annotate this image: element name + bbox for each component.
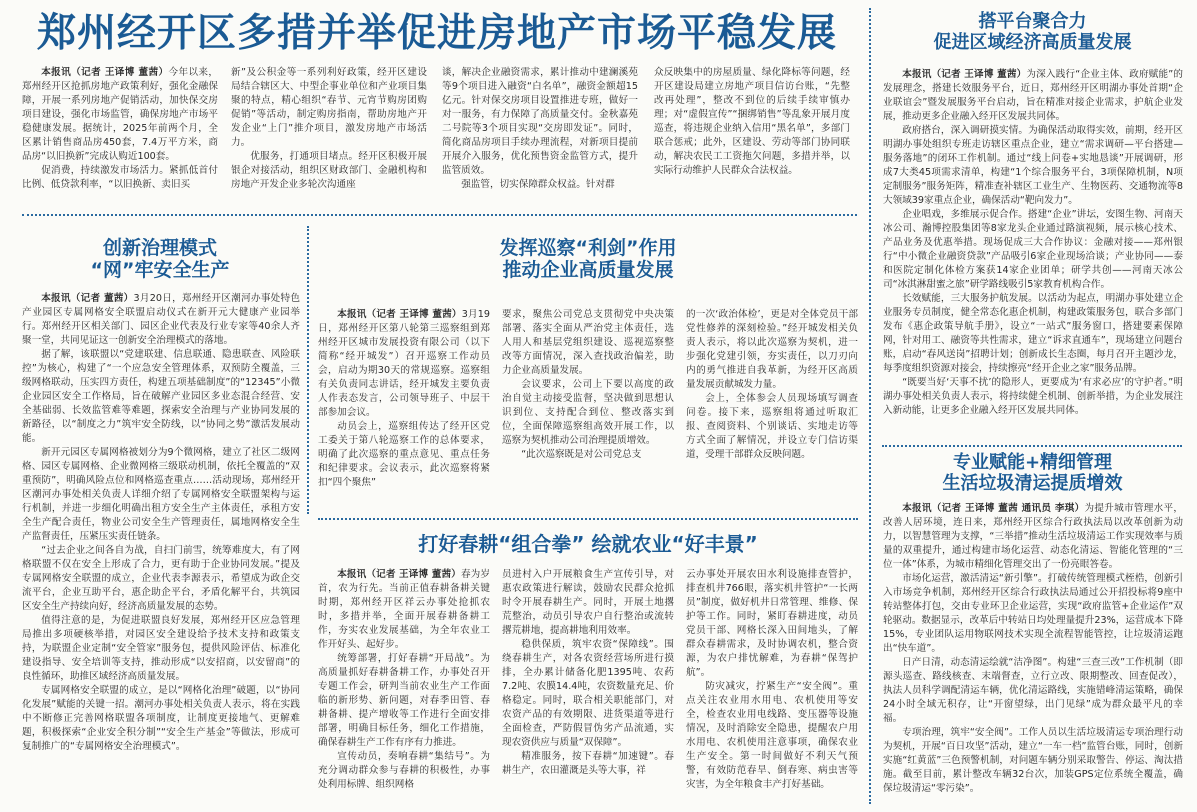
article-paragraph: 会议要求，公司上下要以高度的政治自觉主动接受监督，坚决做到思想认识到位、支持配合到位、整改落实到位，全面保障巡察组高效开展工作，以巡察为契机推动公司治理提质增效。 xyxy=(502,379,674,446)
article-paragraph: 众反映集中的房屋质量、绿化降标等问题，经开区建设局建立房地产项目信访台账，“先整改再处理”，整改不到位的后续手续审慎办理；对“虚假宣传”“捆绑销售”等乱象开展月度巡查，将违规企业纳入信用“黑名单”，多部门联合惩戒；此外，区建设、劳动等部门协同联动，解决农民工工资拖欠问题，多措并举，以实际行动维护人民群众合法权益。 xyxy=(654,67,850,176)
article4-title-line1: 发挥巡察“利剑”作用 xyxy=(499,237,677,259)
article-paragraph: “过去企业之间各自为战，自扫门前雪，统筹难度大，有了网格联盟不仅在安全上形成了合力，更有助于企业协同发展。”提及专属网格安全联盟的成立，企业代表李源表示，希望成为政企交流平台，企业互助平台，惠企助企平台，矛盾化解平台，共筑园区安全生产持续向好，经济高质量发展的态势。 xyxy=(22,545,300,612)
article2-title xyxy=(880,12,1185,53)
article1-title: 郑州经开区多措并举促进房地产市场平稳发展 xyxy=(36,11,837,56)
article-paragraph: 本报讯（记者 王译博 董茜）为深入践行“企业主体、政府赋能”的发展理念，搭建长效服务平台，近日，郑州经开区明湖办事处首期“企业联谊会”暨发展服务平台启动，旨在精准对接企业需求，护航企业发展，推动更多企业融入经开区发展共同体。 xyxy=(883,69,1183,122)
divider xyxy=(307,226,309,514)
article1-col3 xyxy=(442,66,638,196)
article-paragraph: 防灾减灾，拧紧生产“安全阀”。重点关注农业用水用电、农机使用等安全，检查农业用电线路、变压器等设施情况，及时消除安全隐患，提醒农户用水用电、农机使用注意事项，确保农业生产安全。第一时间做好不利天气预警，有效防范春旱、倒春寒、病虫害等灾害，为全年粮食丰产打好基础。 xyxy=(686,681,858,790)
article-paragraph: 本报讯（记者 王译博 董茜）今年以来，郑州经开区抢抓房地产政策利好，强化金融保障，开展一系列房地产促销活动，加快保交房项目建设，强化市场监管，确保房地产市场平稳健康发展。据统计，2025年前两个月，全区累计销售商品房450套，7.4万平方米，商品房“以旧换新”完成认购近100套。 xyxy=(22,67,218,162)
divider xyxy=(869,8,871,804)
article5-col1 xyxy=(318,568,490,804)
divider xyxy=(318,518,858,520)
article6-title-line1: 专业赋能+精细管理 xyxy=(952,452,1113,473)
article-paragraph: 促消费，持续激发市场活力。紧抓低首付比例、低贷款利率，“以旧换新、卖旧买 xyxy=(22,165,218,190)
article-paragraph: 云办事处开展农田水利设施排查管护，排查机井766眼，落实机井管护“一长两员”制度，做好机井日常管理、维修、保护等工作。同时，紧盯春耕进度，动员党员干部、网格长深入田间地头，了解群众春耕需求，及时协调农机，整合资源，为农户排忧解难，为春耕“保驾护航”。 xyxy=(686,569,858,678)
article4-col3 xyxy=(686,308,858,508)
article-paragraph: 会上，全体参会人员现场填写调查问卷。接下来，巡察组将通过听取汇报、查阅资料、个别谈话、实地走访等方式全面了解情况，并设立专门信访渠道，受理干部群众反映问题。 xyxy=(686,393,858,460)
divider xyxy=(22,214,857,216)
article-paragraph: 专属网格安全联盟的成立，是以“网格化治理”破题，以“协同化发展”赋能的关键一招。潮河办事处相关负责人表示，将在实践中不断修正完善网格联盟各项制度，让制度更接地气、更解难题，积极探索“企业安全积分制”“安全生产基金”等做法，形成可复制推广的“专属网格安全治理模式”。 xyxy=(22,685,300,752)
article3-body xyxy=(22,292,300,804)
article-paragraph: 本报讯（记者 王译博 董茜）3月19日，郑州经开区第八轮第三巡察组到郑州经开区城市发展投资有限公司（以下简称“经开城发”）召开巡察工作动员会，启动为期30天的常规巡察。巡察组有关负责同志讲话，经开城发主要负责人作表态发言，公司领导班子、中层干部参加会议。 xyxy=(318,309,490,418)
article6-title-line2: 生活垃圾清运提质增效 xyxy=(942,472,1123,494)
article2-title-line2: 促进区域经济高质量发展 xyxy=(933,31,1132,53)
divider xyxy=(882,445,1182,447)
article4-col2 xyxy=(502,308,674,508)
article-paragraph: 要求，聚焦公司党总支贯彻党中央决策部署、落实全面从严治党主体责任，选人用人和基层党组织建设、巡视巡察整改等方面情况，深入查找政治偏差，助力企业高质量发展。 xyxy=(502,309,674,376)
article-paragraph: 宣传动员，奏响春耕“集结号”。为充分调动群众参与春耕的积极性，办事处利用标牌、组织网格 xyxy=(318,751,490,790)
article-paragraph: 本报讯（记者 董茜）3月20日，郑州经开区潮河办事处特色产业园区专属网格安全联盟启动仪式在新开元大健康产业园举行。郑州经开区相关部门、园区企业代表及行业专家等40余人齐聚一堂，共同见证这一创新安全治理模式的落地。 xyxy=(22,293,300,346)
article5-title: 打好春耕“组合拳” 绘就农业“好丰景” xyxy=(418,532,758,556)
article-paragraph: 谈，解决企业融资需求，累计推动中建澜溪苑等9个项目进入融资“白名单”，融资金额超15亿元。针对保交房项目设置推进专班，做好一对一服务，有力保障了高质量交付。金秋嘉苑二号院等3个项目实现“交房即发证”。同时，简化商品房项目手续办理流程，对新项目提前开展介入服务，优化预售资金监管方式，提升监管质效。 xyxy=(442,67,638,176)
article6-title xyxy=(880,453,1185,494)
article-paragraph: 企业唱戏，多维展示促合作。搭建“企业”讲坛，安图生物、河南天冰公司、瀚博控股集团等8家龙头企业通过路演视频，展示核心技术、产品业务及优惠举措。现场促成三大合作协议：金融对接——郑州银行“中小微企业融资贷款”产品吸引6家企业现场洽谈；产业协同——泰和医院定制化体检方案获14家企业团单；研学共创——河南天冰公司“冰淇淋甜蜜之旅”研学路线吸引5家教育机构合作。 xyxy=(883,209,1183,290)
article-paragraph: 本报讯（记者 王译博 董茜 通讯员 李琪）为提升城市管理水平，改善人居环境，连日来，郑州经开区综合行政执法局以改革创新为动力，以智慧管理为支撑，“三举措”推动生活垃圾清运工作实现效率与质量的双重提升，通过构建市场化运营、动态化清运、智能化管理的“三位一体”体系，为城市精细化管理交出了一份亮眼答卷。 xyxy=(883,503,1183,570)
article-paragraph: 值得注意的是，为促进联盟良好发展，郑州经开区应急管理局推出多项硬核举措，对园区安全建设给予技术支持和政策支持，为联盟企业定制“安全管家”服务包，提供风险评估、标准化建设指导、安全培训等支持，推动形成“以安招商，以安留商”的良性循环，助推区域经济高质量发展。 xyxy=(22,615,300,682)
article4-col1 xyxy=(318,308,490,508)
article4-title-line2: 推动企业高质量发展 xyxy=(502,258,674,281)
article5-col2 xyxy=(502,568,674,804)
article2-title-line1: 搭平台聚合力 xyxy=(978,11,1087,32)
article1-col4 xyxy=(654,66,850,196)
article-paragraph: 稳供保质，筑牢农资“保障线”。围绕春耕生产，对各农资经营场所进行摸排，全办累计储备化肥1395吨、农药7.2吨、农膜14.4吨，农资数量充足、价格稳定。同时，联合相关职能部门，对农资产品的有效期限、进货渠道等进行全面检查，严防假冒伪劣产品流通，实现农资供应与质量“双保障”。 xyxy=(502,639,674,748)
article6-body xyxy=(883,502,1183,804)
article-paragraph: 强监管，切实保障群众权益。针对群 xyxy=(461,179,615,190)
article-paragraph: 据了解，该联盟以“党建联建、信息联通、隐患联查、风险联控”为核心，构建了“一个应急安全管理体系，双预防全覆盖，三级网格联动，压实四方责任，构建五项基础制度”的“12345”小微企业园区安全工作格局，旨在破解产业园区多业态混合经营、安全基础弱、长效监管难等难题，探索安全治理与产业协同发展的新路径，以“制度之力”筑牢安全防线，以“协同之势”激活发展动能。 xyxy=(22,349,300,444)
article5-col3 xyxy=(686,568,858,804)
article3-title-line1: 创新治理模式 xyxy=(102,237,217,259)
article3-title-line2: “网”牢安全生产 xyxy=(90,258,230,281)
article-paragraph: 精准服务，按下春耕“加速键”。春耕生产，农田灌溉是头等大事，祥 xyxy=(502,751,674,776)
article-paragraph: 本报讯（记者 王译博 董茜）春为岁首，农为行先。当前正值春耕备耕关键时期，郑州经开区祥云办事处抢抓农时，多措并举，全面开展春耕备耕工作，夯实农业发展基础，为全年农业工作开好头、起好步。 xyxy=(318,569,490,650)
article-paragraph: 员进村入户开展粮食生产宣传引导，对惠农政策进行解读，鼓励农民群众抢抓时令开展春耕生产。同时，开展土地撂荒整治，动员引导农户自行整治或流转撂荒耕地，提高耕地利用效率。 xyxy=(502,569,674,636)
article-paragraph: 市场化运营，激活清运“新引擎”。打破传统管理模式桎梏，创新引入市场竞争机制，郑州经开区综合行政执法局通过公开招投标将9座中转站整体打包，交由专业环卫企业运营，实现“政府监管+企业运作”双轮驱动。数据显示，改革后中转站日均处理量提升23%，运营成本下降15%，专业团队运用物联网技术实现全流程智能管控，让垃圾清运跑出“快车道”。 xyxy=(883,573,1183,654)
article1-col1 xyxy=(22,66,218,196)
article4-title xyxy=(318,238,858,282)
article1-col2 xyxy=(231,66,427,196)
article-paragraph: 的一次‘政治体检’，更是对全体党员干部党性修养的深刻检验。”经开城发相关负责人表示，将以此次巡察为契机，进一步强化党建引领，夯实责任，以刀刃向内的勇气推进自我革新，为经开区高质量发展贡献城发力量。 xyxy=(686,309,858,390)
article-paragraph: 新开元园区专属网格被划分为9个微网格，建立了社区二级网格、园区专属网格、企业微网格三级联动机制，依托全覆盖的“双重预防”，明确风险点位和网格巡查重点……活动现场，郑州经开区潮河办事处相关负责人详细介绍了专属网格安全联盟架构与运行机制，并进一步细化明确出租方安全生产主体责任，承租方安全生产配合责任，物业公司安全生产管理责任，属地网格安全生产监督责任，压紧压实责任链条。 xyxy=(22,447,300,542)
article3-title xyxy=(22,238,298,282)
article-paragraph: 动员会上，巡察组传达了经开区党工委关于第八轮巡察工作的总体要求，明确了此次巡察的重点意见、重点任务和纪律要求。会议表示，此次巡察将紧扣“四个聚焦” xyxy=(318,421,490,488)
article-paragraph: 新”及公积金等一系列利好政策，经开区建设局结合辖区大、中型企事业单位和产业项目集聚的特点，精心组织“春节、元宵节购房团购促销”等活动，制定购房指南，帮助房地产开发企业“上门”推介项目，激发房地产市场活力。 xyxy=(231,67,427,148)
article-paragraph: “既要当好‘天事不扰’的隐形人，更要成为‘有求必应’的守护者。”明湖办事处相关负责人表示，将持续健全机制、创新举措，为企业发展注入新动能，让更多企业融入经开区发展共同体。 xyxy=(883,377,1183,416)
article-paragraph: 日产日清，动态清运绘就“洁净图”。构建“三查三改”工作机制（即源头巡查、路线核查、末端督查，立行立改、限期整改、回查促改），执法人员科学调配清运车辆，优化清运路线，实施错峰清运策略，确保24小时全域无积存，让“开窗望绿，出门见绿”成为群众最平凡的幸福。 xyxy=(883,657,1183,724)
article-paragraph: “此次巡察既是对公司党总支 xyxy=(521,449,642,460)
article-paragraph: 专项治理，筑牢“安全阀”。工作人员以生活垃圾清运专项治理行动为契机，开展“百日攻坚”活动，建立“一车一档”监管台账，同时，创新实施“红黄蓝”三色预警机制，对问题车辆分别采取警告、停运、淘汰措施。截至目前，累计整改车辆32台次，加装GPS定位系统全覆盖，确保垃圾清运“零污染”。 xyxy=(883,727,1183,794)
article-paragraph: 长效赋能，三大服务护航发展。以活动为起点，明湖办事处建立企业服务专员制度，健全常态化惠企机制，构建政策服务包，联合多部门发布《惠企政策导航手册》，设立“一站式”服务窗口，搭建要素保障网，针对用工、融资等共性需求，建立“诉求直通车”，现场建立问题台账，启动“春风送岗”招聘计划；创新成长生态圈，每月召开主题沙龙，每季度组织资源对接会，持续擦亮“经开企业之家”服务品牌。 xyxy=(883,293,1183,374)
article2-body xyxy=(883,68,1183,440)
article-paragraph: 政府搭台，深入调研摸实情。为确保活动取得实效，前期，经开区明湖办事处组织专班走访辖区重点企业，建立“需求调研—平台搭建—服务落地”的闭环工作机制。通过“线上问卷+实地恳谈”开展调研，形成7大类45项需求清单，构建“1个综合服务平台，3项保障机制，N项定制服务”服务矩阵，精准查补辖区工业生产、生物医药、交通物流等8大领域39家重点企业，确保活动“靶向发力”。 xyxy=(883,125,1183,206)
article-paragraph: 优服务，打通项目堵点。经开区积极开展银企对接活动，组织区财政部门、金融机构和房地产开发企业多轮次沟通座 xyxy=(231,151,427,190)
article-paragraph: 统筹部署，打好春耕“开局战”。为高质量抓好春耕备耕工作，办事处召开专题工作会，研判当前农业生产工作面临的新形势、新问题，对春季田管、春耕备耕、提产增收等工作进行全面安排部署，明确目标任务，细化工作措施，确保春耕生产工作有序有力推进。 xyxy=(318,653,490,748)
